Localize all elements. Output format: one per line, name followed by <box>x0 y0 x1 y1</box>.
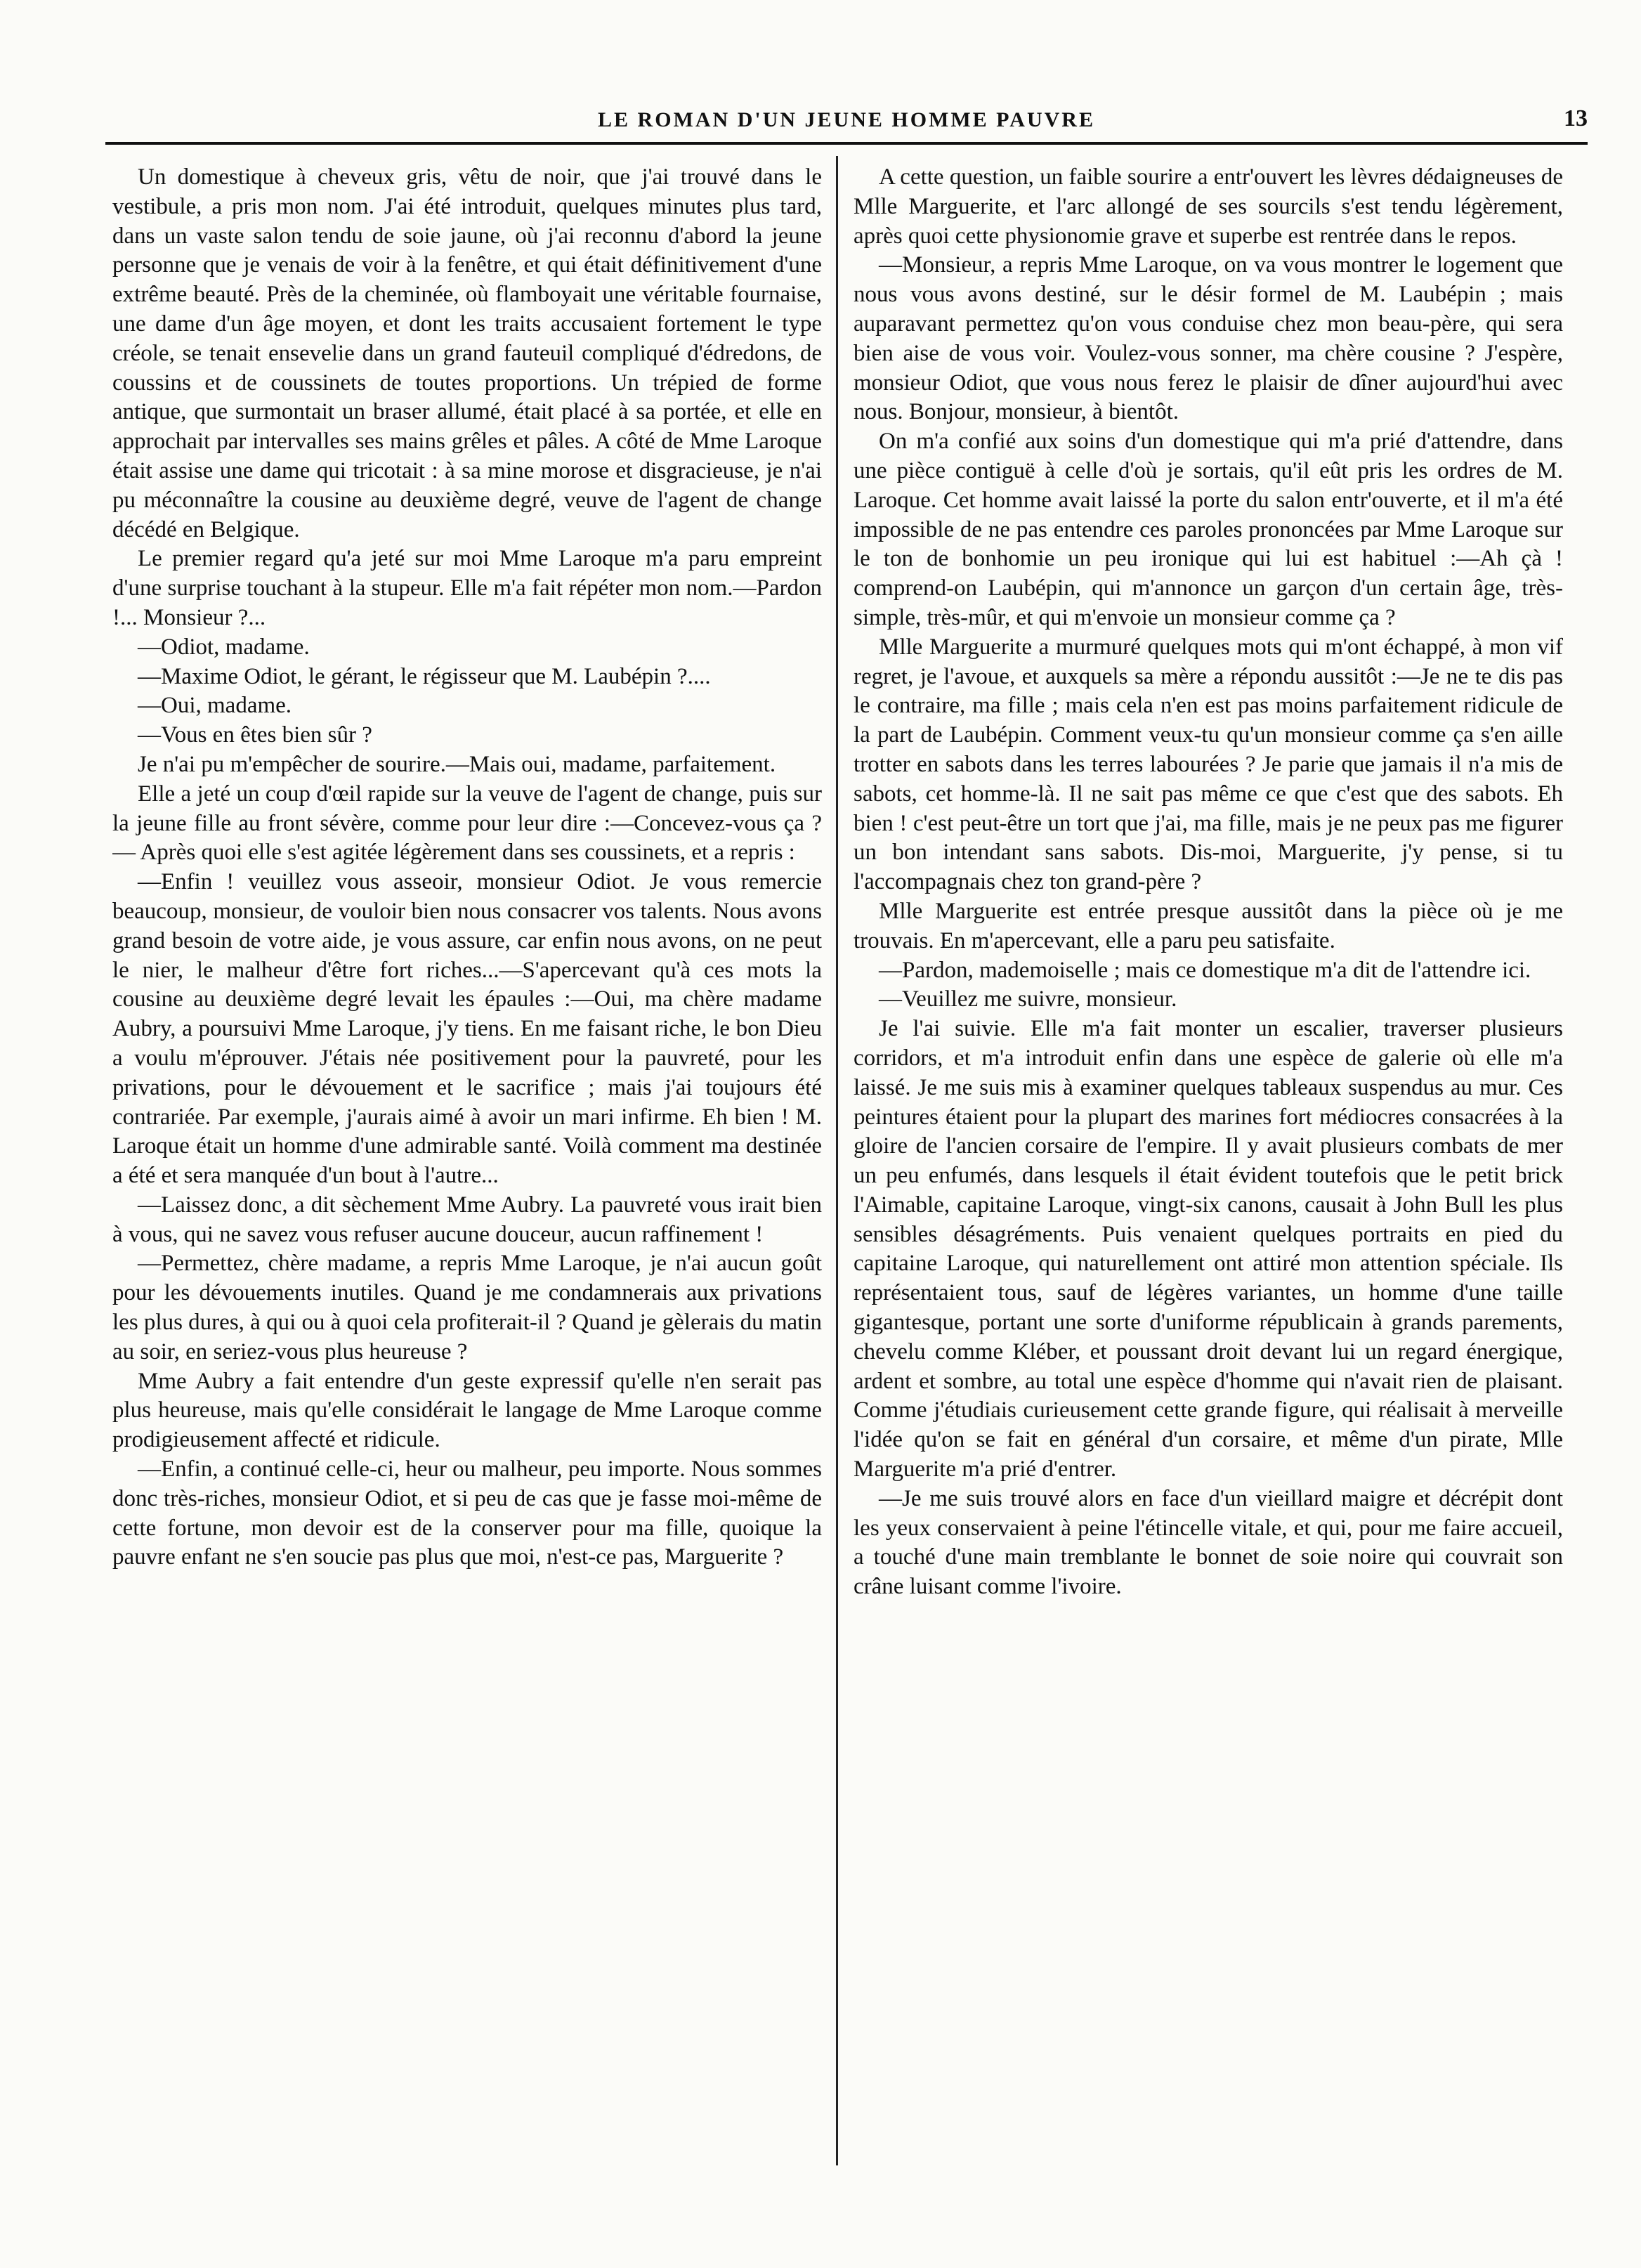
paragraph: Mme Aubry a fait entendre d'un geste expressif qu'elle n'en serait pas plus heureuse, mais qu'elle considérait le langage de Mme Laroque comme prodigieusement affecté et ridicule. <box>112 1368 822 1453</box>
paragraph: —Permettez, chère madame, a repris Mme Laroque, je n'ai aucun goût pour les dévouements inutiles. Quand je me condamnerais aux privations les plus dures, à qui ou à quoi cela profiterait-il ? Quand je gèlerais du matin au soir, en seriez-vous plus heureuse ? <box>112 1251 822 1364</box>
paragraph: —Odiot, madame. <box>138 634 310 660</box>
paragraph: On m'a confié aux soins d'un domestique qui m'a prié d'attendre, dans une pièce contiguë à celle d'où je sortais, qu'il eût pris les ordres de M. Laroque. Cet homme avait laissé la porte du salon entr'ouverte, et il m'a été impossible de ne pas entendre ces paroles prononcées par Mme Laroque sur le ton de bonhomie un peu ironique qui lui est habituel :—Ah çà ! comprend-on Laubépin, qui m'annonce un garçon d'un certain âge, très-simple, très-mûr, et qui m'envoie un monsieur comme ça ? <box>854 429 1563 630</box>
paragraph: Je l'ai suivie. Elle m'a fait monter un escalier, traverser plusieurs corridors, et m'a introduit enfin dans une espèce de galerie où elle m'a laissé. Je me suis mis à examiner quelques tableaux suspendus au mur. Ces peintures étaient pour la plupart des marines fort médiocres consacrées à la gloire de l'ancien corsaire de l'empire. Il y avait plusieurs combats de mer un peu enfumés, dans lesquels il était évident toutefois que le petit brick l'Aimable, capitaine Laroque, vingt-six canons, causait à John Bull les plus sensibles désagréments. Puis venaient quelques portraits en pied du capitaine Laroque, qui naturellement ont attiré mon attention spéciale. Ils représentaient tous, sauf de légères variantes, un homme d'une taille gigantesque, portant une sorte d'uniforme républicain à grands parements, chevelu comme Kléber, et poussant droit devant lui un regard énergique, ardent et sombre, au total une espèce d'homme qui n'avait rien de plaisant. Comme j'étudiais curieusement cette grande figure, qui réalisait à merveille l'idée qu'on se fait en général d'un corsaire, et même d'un pirate, Mlle Marguerite m'a prié d'entrer. <box>854 1016 1563 1482</box>
left-column <box>112 163 822 2201</box>
right-column <box>854 163 1563 2201</box>
paragraph: Mlle Marguerite a murmuré quelques mots qui m'ont échappé, à mon vif regret, je l'avoue, et auxquels sa mère a répondu aussitôt :—Je ne te dis pas le contraire, ma fille ; mais cela n'en est pas moins parfaitement ridicule de la part de Laubépin. Comment veux-tu qu'un monsieur comme ça s'en aille trotter en sabots dans les terres labourées ? Je parie que jamais il n'a mis de sabots, cet homme-là. Il ne sait pas même ce que c'est que des sabots. Eh bien ! c'est peut-être un tort que j'ai, ma fille, mais je ne peux pas me figurer un bon intendant sans sabots. Dis-moi, Marguerite, j'y pense, si tu l'accompagnais chez ton grand-père ? <box>854 634 1563 895</box>
paragraph: Je n'ai pu m'empêcher de sourire.—Mais oui, madame, parfaitement. <box>138 751 776 777</box>
header-rule <box>105 142 1588 145</box>
paragraph: —Enfin, a continué celle-ci, heur ou malheur, peu importe. Nous sommes donc très-riches, monsieur Odiot, et si peu de cas que je fasse moi-même de cette fortune, mon devoir est de la conserver pour ma fille, quoique la pauvre enfant ne s'en soucie pas plus que moi, n'est-ce pas, Marguerite ? <box>112 1456 822 1570</box>
running-header <box>105 105 1588 136</box>
paragraph: —Maxime Odiot, le gérant, le régisseur que M. Laubépin ?.... <box>138 663 711 689</box>
paragraph: A cette question, un faible sourire a entr'ouvert les lèvres dédaigneuses de Mlle Marguerite, et l'arc allongé de ses sourcils s'est tendu légèrement, après quoi cette physionomie grave et superbe est rentrée dans le repos. <box>854 164 1563 249</box>
paragraph: Elle a jeté un coup d'œil rapide sur la veuve de l'agent de change, puis sur la jeune fille au front sévère, comme pour leur dire :—Concevez-vous ça ?— Après quoi elle s'est agitée légèrement dans ses coussinets, et a repris : <box>112 781 822 866</box>
paragraph: —Je me suis trouvé alors en face d'un vieillard maigre et décrépit dont les yeux conservaient à peine l'étincelle vitale, et qui, pour me faire accueil, a touché d'une main tremblante le bonnet de soie noire qui couvrait son crâne luisant comme l'ivoire. <box>854 1485 1563 1600</box>
paragraph: Le premier regard qu'a jeté sur moi Mme Laroque m'a paru empreint d'une surprise touchant à la stupeur. Elle m'a fait répéter mon nom.—Pardon !... Monsieur ?... <box>112 546 822 630</box>
paragraph: Mlle Marguerite est entrée presque aussitôt dans la pièce où je me trouvais. En m'apercevant, elle a paru peu satisfaite. <box>854 898 1563 953</box>
paragraph: —Oui, madame. <box>138 693 292 719</box>
page-number: 13 <box>1564 105 1588 131</box>
paragraph: —Monsieur, a repris Mme Laroque, on va vous montrer le logement que nous vous avons destiné, sur le désir formel de M. Laubépin ; mais auparavant permettez qu'on vous conduise chez mon beau-père, qui sera bien aise de vous voir. Voulez-vous sonner, ma chère cousine ? J'espère, monsieur Odiot, que vous nous ferez le plaisir de dîner aujourd'hui avec nous. Bonjour, monsieur, à bientôt. <box>854 252 1563 425</box>
running-title: LE ROMAN D'UN JEUNE HOMME PAUVRE <box>598 108 1095 131</box>
paragraph: Un domestique à cheveux gris, vêtu de noir, que j'ai trouvé dans le vestibule, a pris mon nom. J'ai été introduit, quelques minutes plus tard, dans un vaste salon tendu de soie jaune, où j'ai reconnu d'abord la jeune personne que je venais de voir à la fenêtre, et qui était définitivement d'une extrême beauté. Près de la cheminée, où flamboyait une véritable fournaise, une dame d'un âge moyen, et dont les traits accusaient fortement le type créole, se tenait ensevelie dans un grand fauteuil compliqué d'édredons, de coussins et de coussinets de toutes proportions. Un trépied de forme antique, que surmontait un braser allumé, était placé à sa portée, et elle en approchait par intervalles ses mains grêles et pâles. A côté de Mme Laroque était assise une dame qui tricotait : à sa mine morose et disgracieuse, je n'ai pu méconnaître la cousine au deuxième degré, veuve de l'agent de change décédé en Belgique. <box>112 164 822 542</box>
column-divider <box>836 156 838 2165</box>
paragraph: —Veuillez me suivre, monsieur. <box>879 986 1177 1012</box>
paragraph: —Laissez donc, a dit sèchement Mme Aubry. La pauvreté vous irait bien à vous, qui ne savez vous refuser aucune douceur, aucun raffinement ! <box>112 1192 822 1247</box>
paragraph: —Pardon, mademoiselle ; mais ce domestique m'a dit de l'attendre ici. <box>879 957 1531 983</box>
paragraph: —Enfin ! veuillez vous asseoir, monsieur Odiot. Je vous remercie beaucoup, monsieur, de vouloir bien nous consacrer vos talents. Nous avons grand besoin de votre aide, je vous assure, car enfin nous avons, on ne peut le nier, le malheur d'être fort riches...—S'apercevant qu'à ces mots la cousine au deuxième degré levait les épaules :—Oui, ma chère madame Aubry, a poursuivi Mme Laroque, j'y tiens. En me faisant riche, le bon Dieu a voulu m'éprouver. J'étais née positivement pour la pauvreté, pour les privations, pour le dévouement et le sacrifice ; mais j'ai toujours été contrariée. Par exemple, j'aurais aimé à avoir un mari infirme. Eh bien ! M. Laroque était un homme d'une admirable santé. Voilà comment ma destinée a été et sera manquée d'un bout à l'autre... <box>112 869 822 1189</box>
paragraph: —Vous en êtes bien sûr ? <box>138 722 372 748</box>
